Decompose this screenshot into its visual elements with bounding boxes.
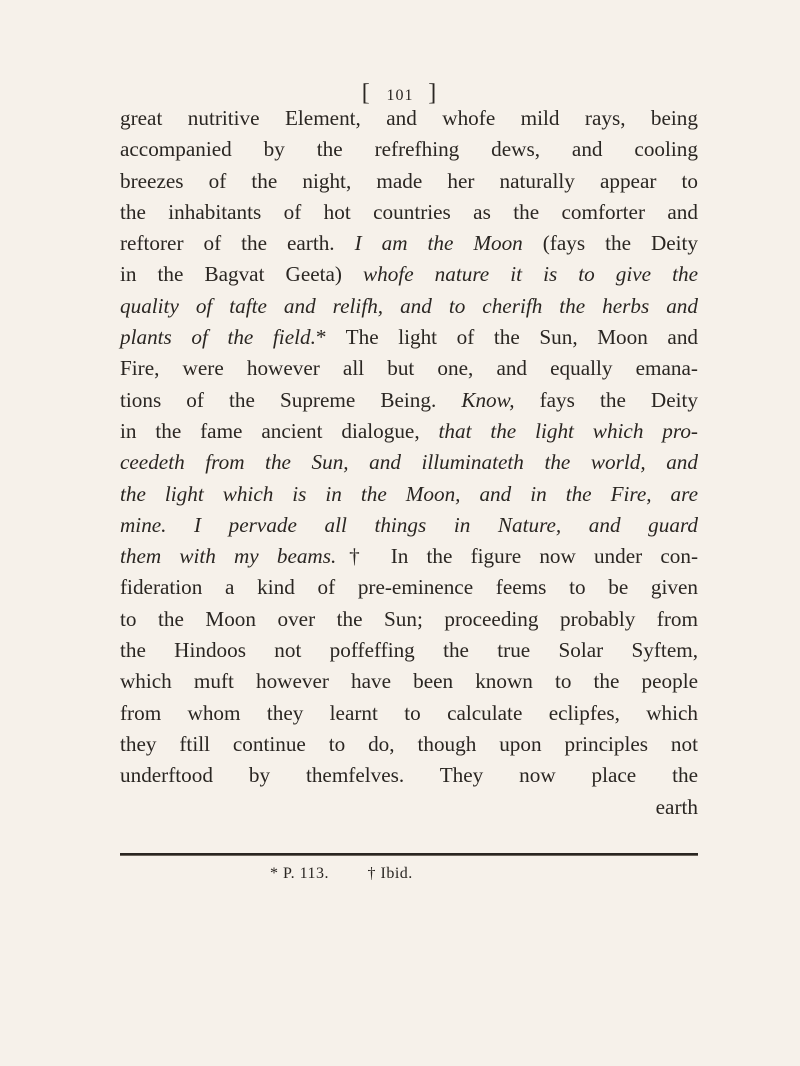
text-line	[120, 291, 698, 322]
text-line	[120, 322, 698, 353]
text-line	[120, 259, 698, 290]
footnote-2: † Ibid.	[367, 865, 413, 882]
italic-text: whofe nature it is to give the	[363, 262, 698, 287]
text-line	[120, 353, 698, 384]
text-segment: to the Moon over the Sun; proceeding probably from	[120, 606, 698, 631]
page-number: 101	[386, 87, 414, 104]
text-line	[120, 479, 698, 510]
footnote-rule	[120, 853, 698, 856]
text-segment: Fire, were however all but one, and equally emana-	[120, 356, 698, 381]
text-line	[120, 729, 698, 760]
text-segment: breezes of the night, made her naturally appear to	[120, 168, 698, 193]
italic-text: the light which is in the Moon, and in the Fire, are	[120, 481, 698, 506]
text-line	[120, 635, 698, 666]
text-segment: from whom they learnt to calculate eclipfes, which	[120, 700, 698, 725]
text-segment: in the Bagvat Geeta)	[120, 262, 364, 287]
footnotes	[270, 865, 447, 883]
text-segment: (fays the Deity	[522, 231, 699, 256]
header-close-bracket: ]	[428, 80, 439, 106]
text-line	[120, 197, 698, 228]
header-open-bracket: [	[361, 80, 372, 106]
text-line	[120, 416, 698, 447]
text-line	[120, 134, 698, 165]
text-line	[120, 792, 698, 823]
text-segment: which muft however have been known to the people	[120, 669, 698, 694]
italic-text: I am the Moon	[354, 231, 523, 256]
text-line	[120, 572, 698, 603]
text-segment: † In the figure now under con-	[336, 544, 698, 569]
text-line	[120, 385, 698, 416]
body-text	[120, 103, 698, 823]
text-segment: underftood by themfelves. They now place the	[120, 763, 698, 788]
italic-text: mine. I pervade all things in Nature, and guard	[120, 512, 698, 537]
italic-text: Know,	[461, 387, 515, 412]
text-line	[120, 447, 698, 478]
text-segment: tions of the Supreme Being.	[120, 387, 462, 412]
text-segment: fays the Deity	[514, 387, 698, 412]
text-line	[120, 166, 698, 197]
text-line	[120, 604, 698, 635]
text-line	[120, 103, 698, 134]
footnote-1: * P. 113.	[270, 865, 330, 882]
text-segment: * The light of the Sun, Moon and	[315, 325, 699, 350]
italic-text: ceedeth from the Sun, and illuminateth the world, and	[120, 450, 698, 475]
text-segment: earth	[655, 794, 698, 819]
text-segment: in the fame ancient dialogue,	[120, 418, 439, 443]
text-segment: the inhabitants of hot countries as the comforter and	[120, 199, 698, 224]
italic-text: that the light which pro-	[438, 418, 698, 443]
text-segment: accompanied by the refrefhing dews, and cooling	[120, 137, 698, 162]
italic-text: them with my beams.	[120, 544, 337, 569]
text-line	[120, 541, 698, 572]
text-line	[120, 228, 698, 259]
text-line	[120, 510, 698, 541]
text-line	[120, 760, 698, 791]
text-line	[120, 698, 698, 729]
italic-text: quality of tafte and relifh, and to cherifh the herbs and	[120, 293, 698, 318]
italic-text: plants of the field.	[120, 325, 316, 350]
text-segment: the Hindoos not poffeffing the true Solar Syftem,	[120, 638, 698, 663]
text-segment: reftorer of the earth.	[120, 231, 355, 256]
text-line	[120, 666, 698, 697]
text-segment: fideration a kind of pre-eminence feems to be given	[120, 575, 698, 600]
text-segment: they ftill continue to do, though upon principles not	[120, 731, 698, 756]
text-segment: great nutritive Element, and whofe mild rays, being	[120, 106, 698, 130]
